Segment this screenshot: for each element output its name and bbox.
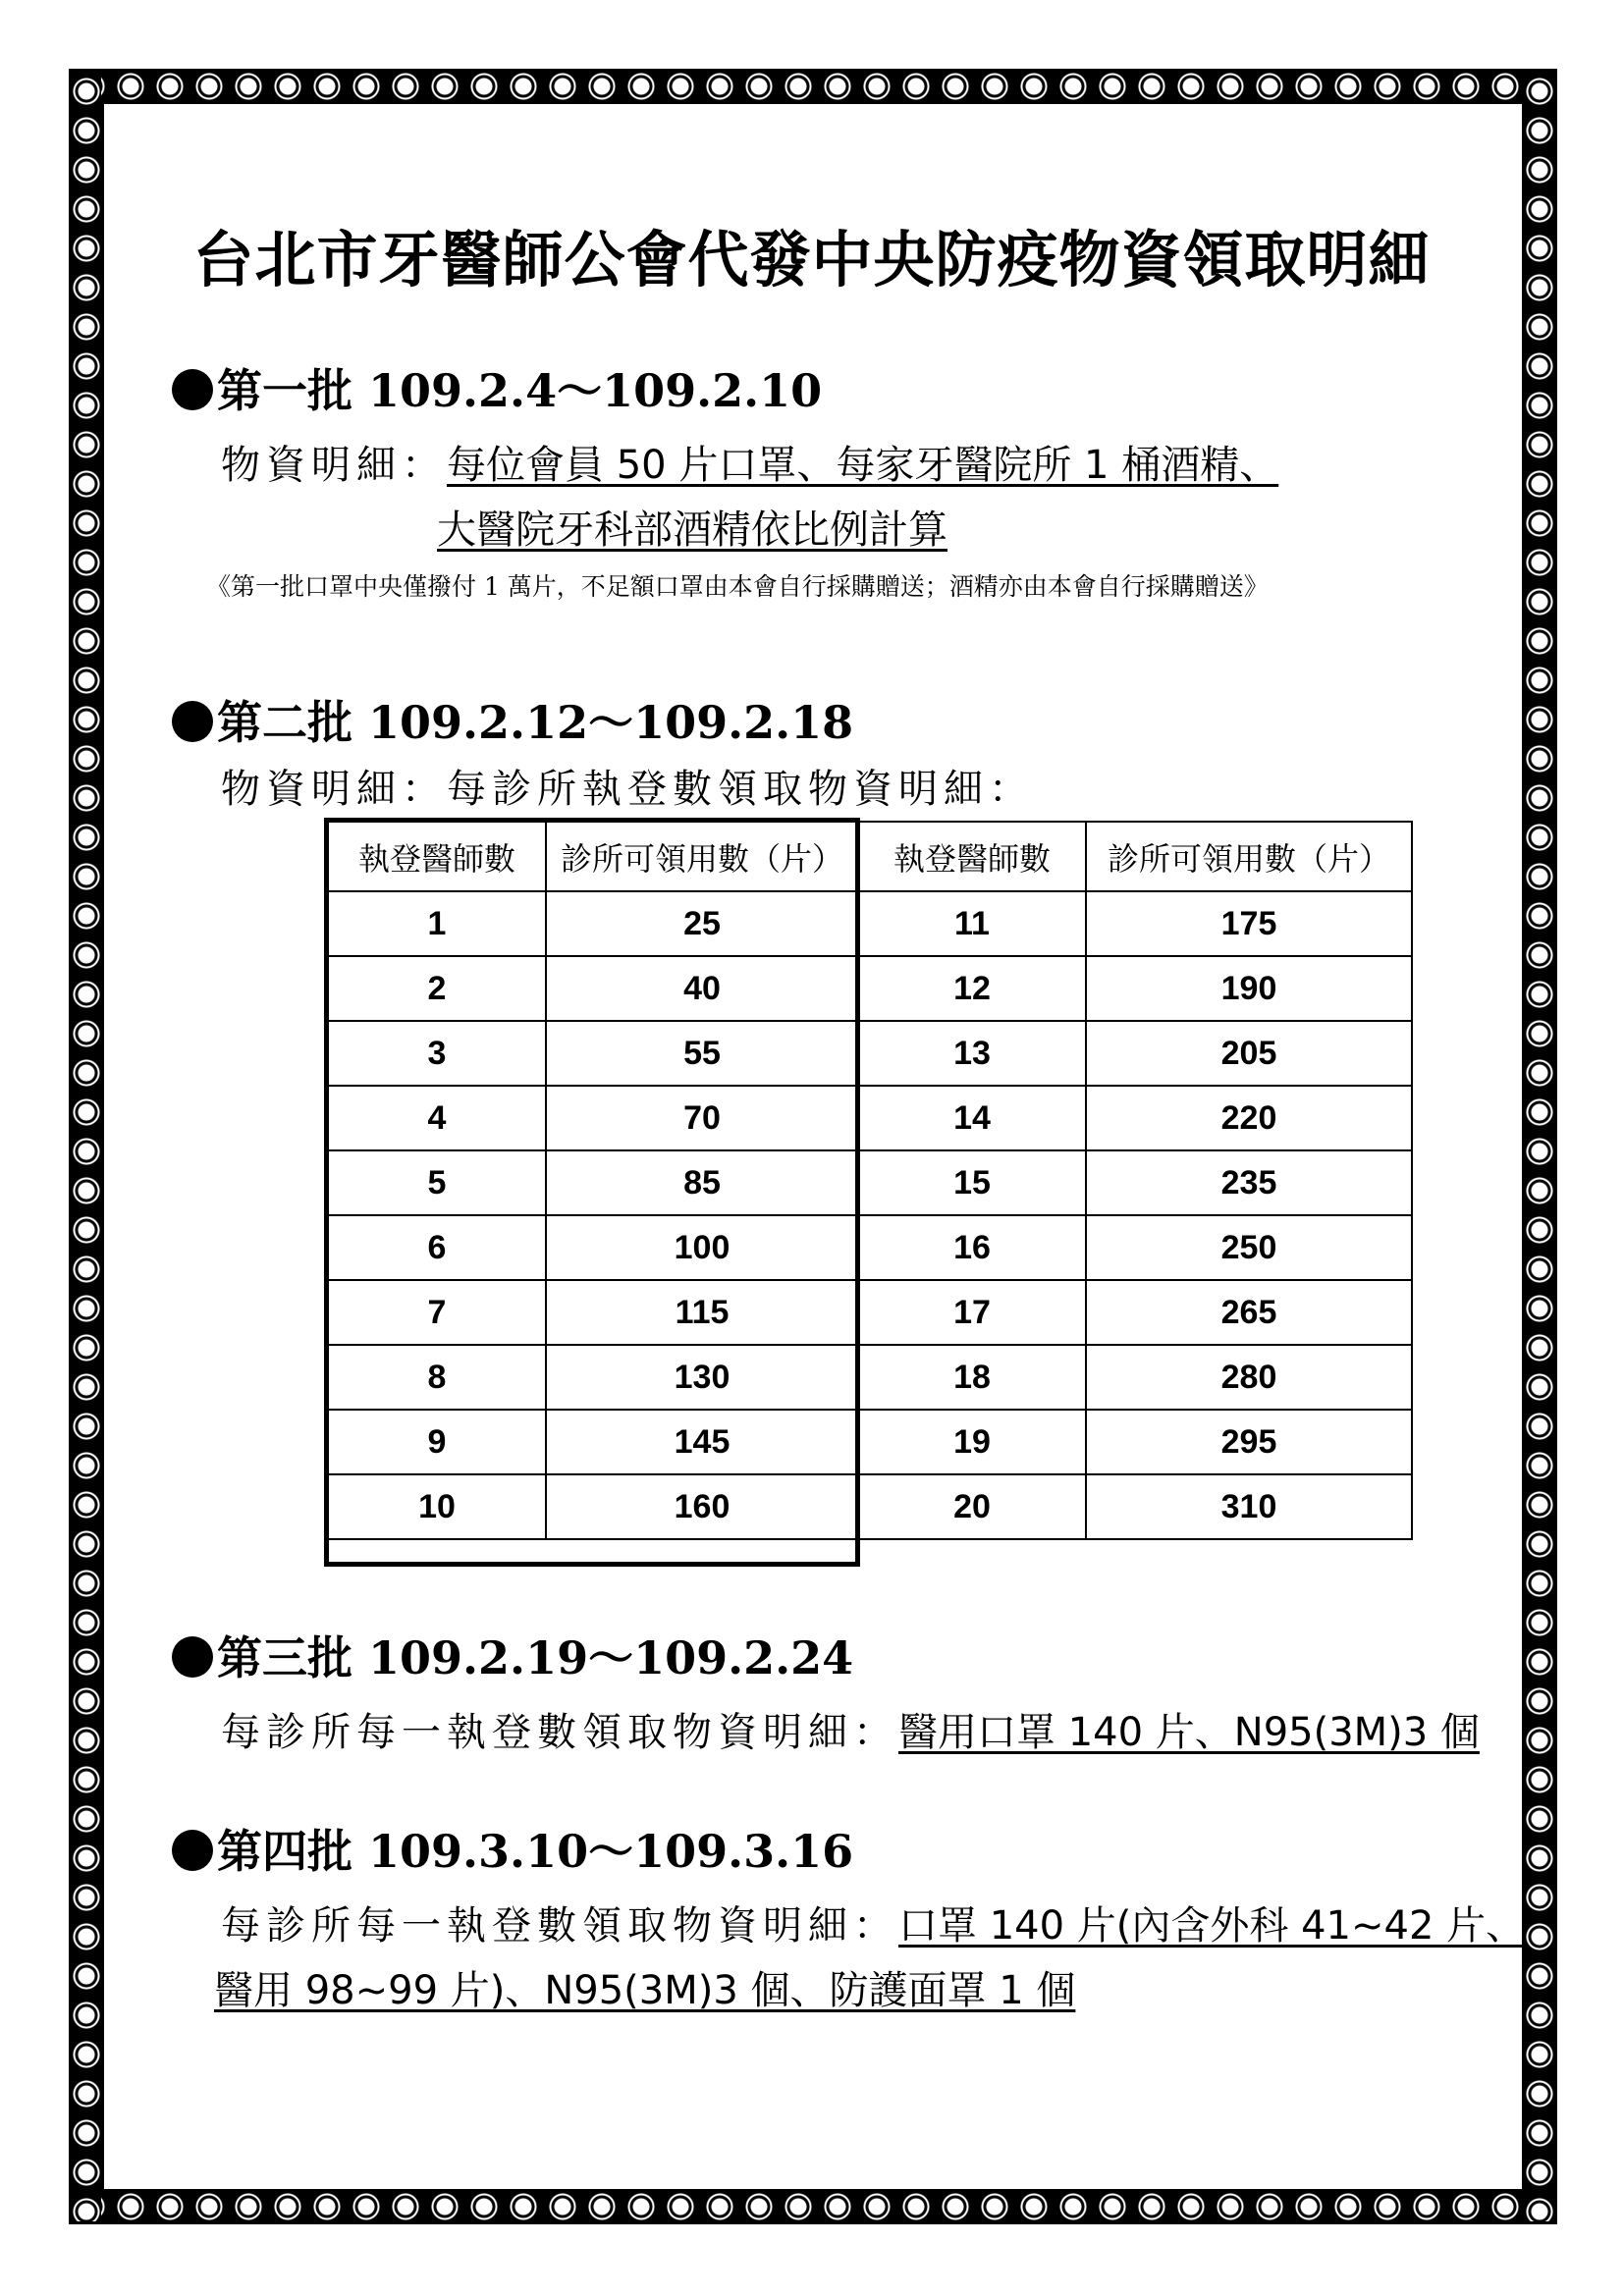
table-cell: 16: [858, 1215, 1086, 1280]
batch4-detail-line1: [221, 1895, 1525, 1950]
table-cell: 4: [328, 1086, 546, 1150]
table-cell: 70: [546, 1086, 858, 1150]
table-cell: 8: [328, 1345, 546, 1410]
table-cell: 55: [546, 1021, 858, 1086]
table-row: [328, 1150, 1412, 1215]
page-title: 台北市牙醫師公會代發中央防疫物資領取明細: [192, 224, 1431, 295]
table-cell: 15: [858, 1150, 1086, 1215]
table-header-cell: 執登醫師數: [328, 822, 546, 891]
batch4-label: 每診所每一執登數領取物資明細：: [221, 1903, 898, 1949]
table-cell: 220: [1086, 1086, 1412, 1150]
batch3-label: 每診所每一執登數領取物資明細：: [221, 1710, 898, 1755]
batch2-heading-text: 第二批 109.2.12～109.2.18: [217, 696, 854, 749]
batch3-detail-line: [221, 1701, 1480, 1757]
table-cell: 280: [1086, 1345, 1412, 1410]
table-cell: 160: [546, 1474, 858, 1539]
table-cell: 6: [328, 1215, 546, 1280]
table-header-cell: 診所可領用數（片）: [546, 822, 858, 891]
batch4-detail-text1: 口罩 140 片(內含外科 41~42 片、: [898, 1903, 1526, 1949]
batch1-detail-text1: 每位會員 50 片口罩、每家牙醫院所 1 桶酒精、: [447, 443, 1279, 488]
batch4-detail-line2: [214, 1959, 1075, 2015]
table-cell: 85: [546, 1150, 858, 1215]
table-row: [328, 891, 1412, 956]
batch3-detail-text: 醫用口罩 140 片、N95(3M)3 個: [898, 1710, 1480, 1755]
batch4-detail-text2: 醫用 98~99 片)、N95(3M)3 個、防護面罩 1 個: [214, 1968, 1076, 2013]
decorative-border-top: [72, 72, 1554, 101]
batch1-heading-text: 第一批 109.2.4～109.2.10: [217, 364, 823, 417]
decorative-border-left: [72, 72, 101, 2221]
table-cell: 310: [1086, 1474, 1412, 1539]
batch3-heading-text: 第三批 109.2.19～109.2.24: [217, 1631, 854, 1684]
distribution-table-wrap: [327, 821, 1413, 1540]
bullet-icon: [172, 369, 213, 410]
bullet-icon: [172, 1636, 213, 1678]
table-header-cell: 執登醫師數: [858, 822, 1086, 891]
table-cell: 2: [328, 956, 546, 1021]
table-row: [328, 1474, 1412, 1539]
decorative-border-right: [1525, 72, 1554, 2221]
table-cell: 5: [328, 1150, 546, 1215]
table-cell: 20: [858, 1474, 1086, 1539]
table-cell: 10: [328, 1474, 546, 1539]
table-cell: 145: [546, 1410, 858, 1474]
table-body: [328, 891, 1412, 1539]
batch1-label: 物資明細：: [221, 443, 447, 488]
table-cell: 12: [858, 956, 1086, 1021]
table-row: [328, 1345, 1412, 1410]
batch3-heading: [172, 1623, 853, 1687]
bullet-icon: [172, 701, 213, 742]
table-cell: 265: [1086, 1280, 1412, 1345]
table-cell: 115: [546, 1280, 858, 1345]
table-cell: 190: [1086, 956, 1412, 1021]
batch4-heading: [172, 1816, 853, 1881]
batch2-label-line: [221, 758, 1034, 814]
table-cell: 9: [328, 1410, 546, 1474]
table-row: [328, 1215, 1412, 1280]
table-cell: 205: [1086, 1021, 1412, 1086]
table-cell: 175: [1086, 891, 1412, 956]
bullet-icon: [172, 1830, 213, 1871]
table-row: [328, 956, 1412, 1021]
table-cell: 11: [858, 891, 1086, 956]
table-cell: 295: [1086, 1410, 1412, 1474]
batch1-detail-text2: 大醫院牙科部酒精依比例計算: [437, 507, 947, 553]
table-cell: 18: [858, 1345, 1086, 1410]
table-row: [328, 1086, 1412, 1150]
table-cell: 7: [328, 1280, 546, 1345]
batch1-detail-line2: [437, 499, 947, 555]
table-cell: 235: [1086, 1150, 1412, 1215]
batch4-heading-text: 第四批 109.3.10～109.3.16: [217, 1825, 854, 1878]
decorative-border-bottom: [72, 2192, 1554, 2221]
table-cell: 14: [858, 1086, 1086, 1150]
table-row: [328, 1280, 1412, 1345]
table-cell: 250: [1086, 1215, 1412, 1280]
batch2-label: 物資明細：每診所執登數領取物資明細：: [221, 767, 1034, 812]
table-cell: 100: [546, 1215, 858, 1280]
table-row: [328, 1410, 1412, 1474]
table-cell: 19: [858, 1410, 1086, 1474]
batch2-heading: [172, 687, 853, 752]
table-cell: 3: [328, 1021, 546, 1086]
table-cell: 13: [858, 1021, 1086, 1086]
batch1-note: 《第一批口罩中央僅撥付 1 萬片，不足額口罩由本會自行採購贈送；酒精亦由本會自行採購贈送》: [206, 572, 1269, 601]
table-cell: 1: [328, 891, 546, 956]
table-cell: 17: [858, 1280, 1086, 1345]
table-header-cell: 診所可領用數（片）: [1086, 822, 1412, 891]
batch1-detail-line1: [221, 434, 1278, 490]
table-cell: 130: [546, 1345, 858, 1410]
table-cell: 40: [546, 956, 858, 1021]
batch1-heading: [172, 355, 822, 420]
distribution-table: [327, 821, 1413, 1540]
table-header-row: [328, 822, 1412, 891]
table-cell: 25: [546, 891, 858, 956]
table-row: [328, 1021, 1412, 1086]
